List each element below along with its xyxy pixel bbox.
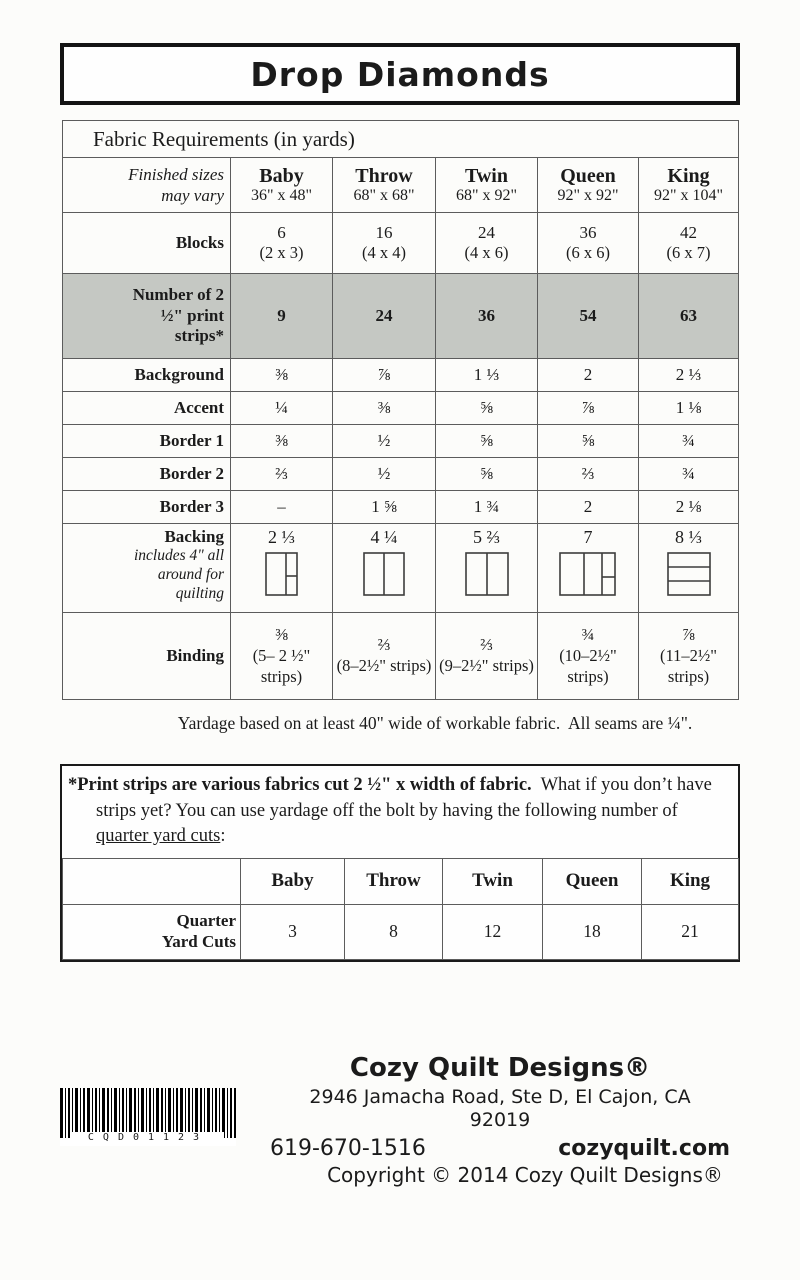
column-header-row — [63, 158, 739, 213]
value-cell: ⅔ — [538, 458, 639, 491]
table-row-binding — [63, 613, 739, 700]
column-header: Queen — [543, 858, 642, 904]
value-cell: ⅔ — [231, 458, 333, 491]
value-cell: ½ — [333, 425, 436, 458]
pattern-back-page — [0, 43, 800, 1280]
row-label: Blocks — [63, 213, 231, 274]
fabric-requirements-table — [62, 120, 739, 700]
value-cell: 54 — [538, 274, 639, 359]
table-row-border3 — [63, 491, 739, 524]
value-cell: 16 (4 x 4) — [333, 213, 436, 274]
column-header: Throw 68" x 68" — [333, 158, 436, 213]
value-cell: 63 — [639, 274, 739, 359]
column-header: Baby — [241, 858, 345, 904]
phone-website-row — [270, 1136, 730, 1161]
value-cell: ⅔ (9–2½" strips) — [436, 613, 538, 700]
paragraph-text: What if you don’t have strips yet? You can use yardage off the bolt by having the following number of — [96, 775, 712, 821]
row-label: Border 3 — [63, 491, 231, 524]
row-label: Number of 2 ½" print strips* — [63, 274, 231, 359]
value-cell: ½ — [333, 458, 436, 491]
value-cell: ¼ — [231, 392, 333, 425]
value-cell: 2 ⅓ — [231, 524, 333, 613]
table-row-print-strips — [63, 274, 739, 359]
value-cell: 7 — [538, 524, 639, 613]
paragraph-colon: : — [220, 826, 226, 847]
column-header: Twin — [443, 858, 543, 904]
value-cell: ⅜ — [231, 359, 333, 392]
value-cell: 42 (6 x 7) — [639, 213, 739, 274]
print-strips-box — [60, 764, 740, 962]
value-cell: 21 — [642, 904, 739, 959]
yardage-footnote: Yardage based on at least 40" wide of workable fabric. All seams are ¼". — [177, 713, 693, 733]
column-header: King 92" x 104" — [639, 158, 739, 213]
value-cell: ⅞ — [333, 359, 436, 392]
page-title: Drop Diamonds — [250, 54, 550, 94]
column-header: Twin 68" x 92" — [436, 158, 538, 213]
row-label: Quarter Yard Cuts — [63, 904, 241, 959]
value-cell: – — [231, 491, 333, 524]
column-header: Baby 36" x 48" — [231, 158, 333, 213]
backing-diagram-twin — [436, 551, 537, 602]
value-cell: 3 — [241, 904, 345, 959]
value-cell: 2 ⅓ — [639, 359, 739, 392]
value-cell: 1 ⅓ — [436, 359, 538, 392]
value-cell: 12 — [443, 904, 543, 959]
barcode — [60, 1088, 236, 1146]
value-cell: 4 ¼ — [333, 524, 436, 613]
value-cell: ¾ — [639, 425, 739, 458]
address-line1: 2946 Jamacha Road, Ste D, El Cajon, CA — [309, 1086, 691, 1109]
website-url: cozyquilt.com — [558, 1136, 730, 1162]
value-cell: 9 — [231, 274, 333, 359]
table-caption-row — [63, 121, 739, 158]
value-cell: 24 — [333, 274, 436, 359]
row-label: Binding — [63, 613, 231, 700]
quarter-yard-cuts-table — [62, 858, 739, 960]
value-cell: 6 (2 x 3) — [231, 213, 333, 274]
value-cell: 24 (4 x 6) — [436, 213, 538, 274]
table-row-border2 — [63, 458, 739, 491]
value-cell: 36 (6 x 6) — [538, 213, 639, 274]
value-cell: 36 — [436, 274, 538, 359]
copyright-line: Copyright © 2014 Cozy Quilt Designs® — [327, 1163, 723, 1188]
backing-diagram-throw — [333, 551, 435, 602]
paragraph-bold-lead: *Print strips are various fabrics cut 2 ½" x width of fabric. — [68, 775, 532, 795]
table-row-border1 — [63, 425, 739, 458]
value-cell: ⅝ — [538, 425, 639, 458]
value-cell: ⅝ — [436, 425, 538, 458]
table-caption: Fabric Requirements (in yards) — [63, 121, 739, 158]
empty-corner-cell — [63, 858, 241, 904]
value-cell: 1 ⅝ — [333, 491, 436, 524]
footer-text-block — [270, 1054, 730, 1187]
backing-diagram-king — [639, 551, 738, 602]
value-cell: ⅔ (8–2½" strips) — [333, 613, 436, 700]
value-cell: ¾ (10–2½" strips) — [538, 613, 639, 700]
value-cell: 5 ⅔ — [436, 524, 538, 613]
barcode-text: CQD01123 — [72, 1132, 224, 1143]
value-cell: ⅝ — [436, 458, 538, 491]
value-cell: ¾ — [639, 458, 739, 491]
value-cell: 8 ⅓ — [639, 524, 739, 613]
value-cell: 1 ¾ — [436, 491, 538, 524]
value-cell: ⅜ — [333, 392, 436, 425]
value-cell: ⅝ — [436, 392, 538, 425]
value-cell: ⅞ (11–2½" strips) — [639, 613, 739, 700]
value-cell: 18 — [543, 904, 642, 959]
value-cell: 1 ⅛ — [639, 392, 739, 425]
backing-diagram-queen — [538, 551, 638, 602]
column-header: Queen 92" x 92" — [538, 158, 639, 213]
row-label: Border 1 — [63, 425, 231, 458]
value-cell: 2 — [538, 359, 639, 392]
value-cell: 8 — [345, 904, 443, 959]
row-label: Border 2 — [63, 458, 231, 491]
table-row-background — [63, 359, 739, 392]
phone-number: 619-670-1516 — [270, 1136, 426, 1162]
row-label: Backing includes 4" all around for quilting — [63, 524, 231, 613]
column-header: Throw — [345, 858, 443, 904]
table-row-blocks — [63, 213, 739, 274]
value-cell: ⅞ — [538, 392, 639, 425]
table-row-accent — [63, 392, 739, 425]
value-cell: ⅜ (5– 2 ½" strips) — [231, 613, 333, 700]
address-line2: 92019 — [469, 1109, 531, 1132]
value-cell: 2 ⅛ — [639, 491, 739, 524]
underlined-phrase: quarter yard cuts — [96, 826, 221, 847]
print-strips-paragraph — [62, 766, 738, 858]
cuts-data-row — [63, 904, 739, 959]
column-header: King — [642, 858, 739, 904]
backing-diagram-baby — [231, 551, 332, 602]
row-label: Accent — [63, 392, 231, 425]
title-box — [60, 43, 740, 105]
table-row-backing — [63, 524, 739, 613]
corner-note: Finished sizes may vary — [63, 158, 231, 213]
value-cell: ⅜ — [231, 425, 333, 458]
row-label: Background — [63, 359, 231, 392]
publisher-footer — [0, 1054, 800, 1214]
cuts-header-row — [63, 858, 739, 904]
barcode-bars — [60, 1088, 236, 1138]
value-cell: 2 — [538, 491, 639, 524]
company-name: Cozy Quilt Designs® — [349, 1052, 651, 1083]
